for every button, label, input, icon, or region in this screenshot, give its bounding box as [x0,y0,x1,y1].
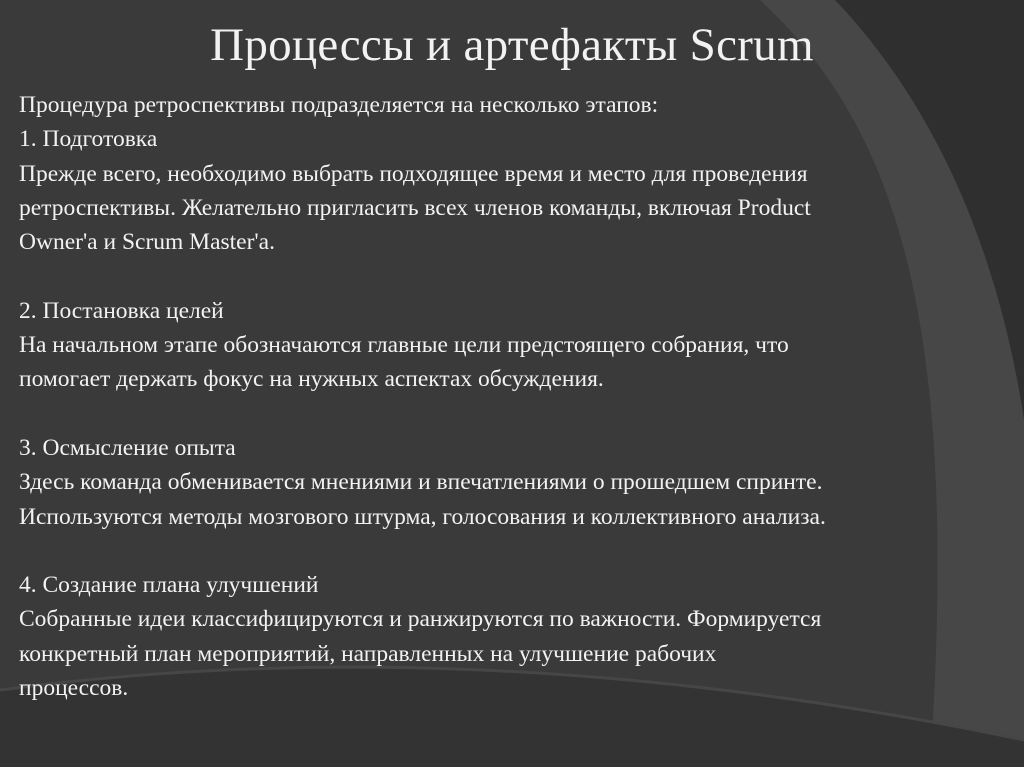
slide-body [19,88,1009,705]
stage-heading: 4. Создание плана улучшений [19,572,319,599]
stage-text: Собранные идеи классифицируются и ранжируются по важности. Формируется конкретный план мероприятий, направленных на улучшение рабочих процессов. [19,606,822,702]
stage-text: Прежде всего, необходимо выбрать подходящее время и место для проведения ретроспективы. Желательно пригласить всех членов команды, включая Product Owner'a и Scrum Master'a. [19,160,811,256]
stage-heading: 3. Осмысление опыта [19,434,236,461]
spacer [19,259,1009,293]
spacer [19,534,1009,568]
stage-heading: 1. Подготовка [19,126,158,153]
stage-heading: 2. Постановка целей [19,297,224,324]
stage-text: Здесь команда обменивается мнениями и впечатлениями о прошедшем спринте. Используются методы мозгового штурма, голосования и коллективного анализа. [19,469,826,530]
stage-text: На начальном этапе обозначаются главные цели предстоящего собрания, что помогает держать фокус на нужных аспектах обсуждения. [19,332,789,393]
intro-text: Процедура ретроспективы подразделяется на несколько этапов: [19,92,659,118]
spacer [19,397,1009,431]
slide-title: Процессы и артефакты Scrum [210,19,814,71]
